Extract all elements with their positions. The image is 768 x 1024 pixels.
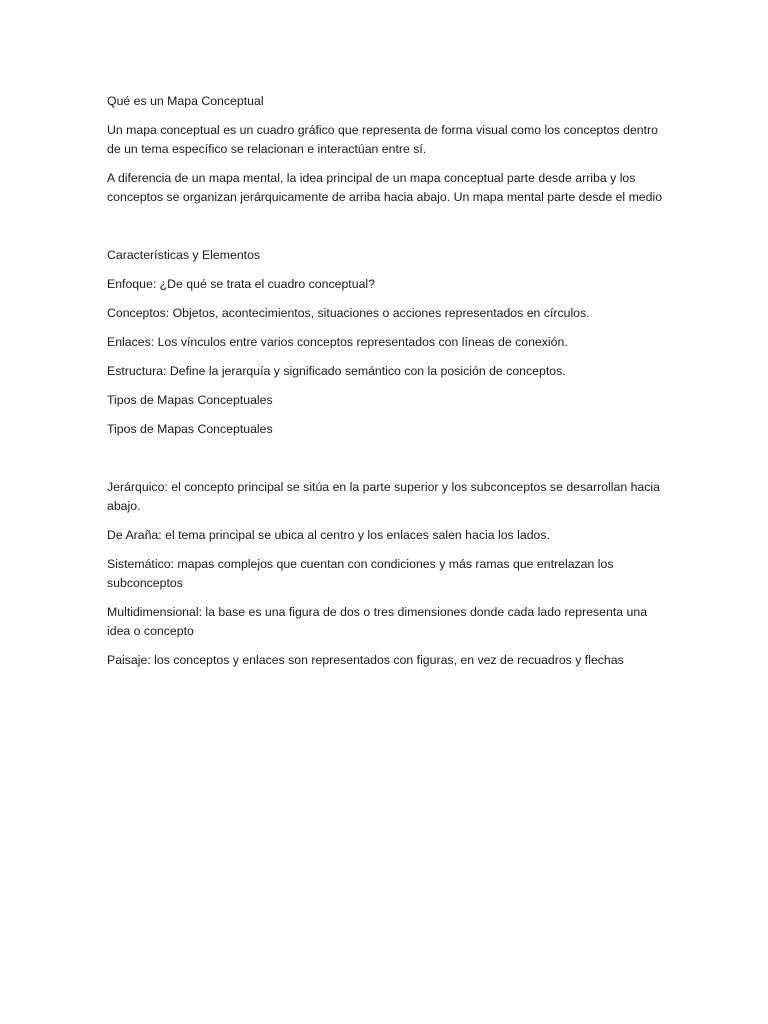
intro-paragraph-2: A diferencia de un mapa mental, la idea principal de un mapa conceptual parte desde arriba y los conceptos se organizan jerárquicamente de arriba hacia abajo. Un mapa mental parte desde el medio <box>107 171 663 204</box>
type-sistematico: Sistemático: mapas complejos que cuentan con condiciones y más ramas que entrelazan los subconceptos <box>107 557 614 590</box>
characteristic-enfoque: Enfoque: ¿De qué se trata el cuadro conceptual? <box>107 277 375 291</box>
characteristics-heading: Características y Elementos <box>107 248 261 262</box>
types-heading-repeat: Tipos de Mapas Conceptuales <box>107 422 273 436</box>
type-multidimensional: Multidimensional: la base es una figura de dos o tres dimensiones donde cada lado representa una idea o concepto <box>107 605 648 638</box>
document-title: Qué es un Mapa Conceptual <box>107 94 264 108</box>
types-heading: Tipos de Mapas Conceptuales <box>107 393 273 407</box>
section-spacer <box>107 449 667 478</box>
characteristic-conceptos: Conceptos: Objetos, acontecimientos, situaciones o acciones representados en círculos. <box>107 306 590 320</box>
type-paisaje: Paisaje: los conceptos y enlaces son representados con figuras, en vez de recuadros y flechas <box>107 653 624 667</box>
intro-paragraph-1: Un mapa conceptual es un cuadro gráfico que representa de forma visual como los conceptos dentro de un tema específico se relacionan e interactúan entre sí. <box>107 123 658 156</box>
characteristic-estructura: Estructura: Define la jerarquía y significado semántico con la posición de conceptos. <box>107 364 566 378</box>
document-body <box>107 92 667 680</box>
type-jerarquico: Jerárquico: el concepto principal se sitúa en la parte superior y los subconceptos se desarrollan hacia abajo. <box>107 480 660 513</box>
section-spacer <box>107 217 667 246</box>
type-arana: De Araña: el tema principal se ubica al centro y los enlaces salen hacia los lados. <box>107 528 550 542</box>
characteristic-enlaces: Enlaces: Los vínculos entre varios conceptos representados con líneas de conexión. <box>107 335 568 349</box>
